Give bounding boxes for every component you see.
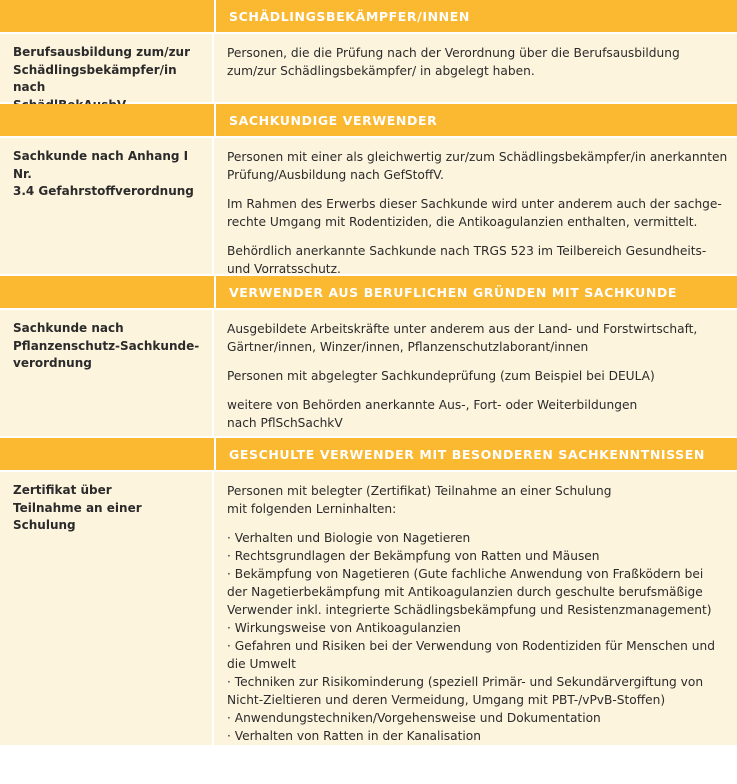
list-item: · Verhalten und Biologie von Nagetieren [227,531,471,545]
list-item: · Anwendungstechniken/Vorgehensweise und Dokumentation [227,711,601,725]
header-left-spacer [0,104,216,136]
description-cell [214,310,737,436]
header-left-spacer [0,0,216,32]
description-paragraph: Behördlich anerkannte Sachkunde nach TRGS 523 im Teilbereich Gesundheits- und Vorratsschutz. [227,244,707,276]
list-item: · Verhalten von Ratten in der Kanalisation [227,729,481,743]
list-item: · Techniken zur Risikominderung (speziell Primär- und Sekundärvergiftung von Nicht-Zieltieren und deren Vermeidung, Umgang mit PBT-/vPvB-Stoffen) [227,675,704,707]
description-paragraph: Personen mit abgelegter Sachkundeprüfung (zum Beispiel bei DEULA) [227,369,655,383]
qualification-label: Berufsausbildung zum/zur Schädlingsbekämpfer/in nach [0,34,214,102]
table-row [0,34,737,104]
qualification-label: Sachkunde nach Pflanzenschutz-Sachkunde- verordnung [0,310,214,436]
description-cell [214,472,737,782]
qualification-label: Zertifikat über Teilnahme an einer Schulung [0,472,214,782]
section-title: GESCHULTE VERWENDER MIT BESONDEREN SACHKENNTNISSEN [216,438,737,470]
section-title: VERWENDER AUS BERUFLICHEN GRÜNDEN MIT SACHKUNDE [216,276,737,308]
description-paragraph: Im Rahmen des Erwerbs dieser Sachkunde wird unter anderem auch der sachge- rechte Umgang mit Rodentiziden, die Antikoagulanzien enthalten, vermittelt. [227,197,722,229]
qualification-label: Sachkunde nach Anhang I Nr. 3.4 Gefahrstoffverordnung [0,138,214,274]
header-left-spacer [0,438,216,470]
description-paragraph: Personen mit belegter (Zertifikat) Teilnahme an einer Schulung mit folgenden Lerninhalten: [227,484,612,516]
table-row [0,138,737,276]
table-row [0,310,737,438]
list-item: · Gefahren und Risiken bei der Verwendung von Rodentiziden für Menschen und die Umwelt [227,639,715,671]
section-header-trained-users [0,438,737,472]
header-left-spacer [0,276,216,308]
section-title: SACHKUNDIGE VERWENDER [216,104,737,136]
learning-content-list [227,529,729,745]
list-item: · Bekämpfung von Nagetieren (Gute fachliche Anwendung von Fraßködern bei der Nagetierbekämpfung mit Antikoagulanzien durch geschulte berufsmäßige Verwender inkl. integrierte Schädlingsbekämpfung und Resistenzmanagement) [227,567,712,617]
section-header-expert-users [0,104,737,138]
description-paragraph: Ausgebildete Arbeitskräfte unter anderem aus der Land- und Forstwirtschaft, Gärtner/innen, Winzer/innen, Pflanzenschutzlaborant/innen [227,322,698,354]
section-header-professional-users [0,276,737,310]
description-paragraph: weitere von Behörden anerkannte Aus-, Fort- oder Weiterbildungen nach PflSchSachkV [227,398,638,430]
description-paragraph: Personen mit einer als gleichwertig zur/zum Schädlingsbekämpfer/in anerkannten Prüfung/Ausbildung nach GefStoffV. [227,150,728,182]
description-cell [214,34,737,102]
section-title: SCHÄDLINGSBEKÄMPFER/INNEN [216,0,737,32]
description-cell [214,138,737,274]
list-item: · Rechtsgrundlagen der Bekämpfung von Ratten und Mäusen [227,549,600,563]
section-header-pest-controller [0,0,737,34]
list-item: · Wirkungsweise von Antikoagulanzien [227,621,461,635]
description-paragraph: Personen, die die Prüfung nach der Verordnung über die Berufsausbildung zum/zur Schädlingsbekämpfer/ in abgelegt haben. [227,46,680,78]
table-row [0,472,737,784]
